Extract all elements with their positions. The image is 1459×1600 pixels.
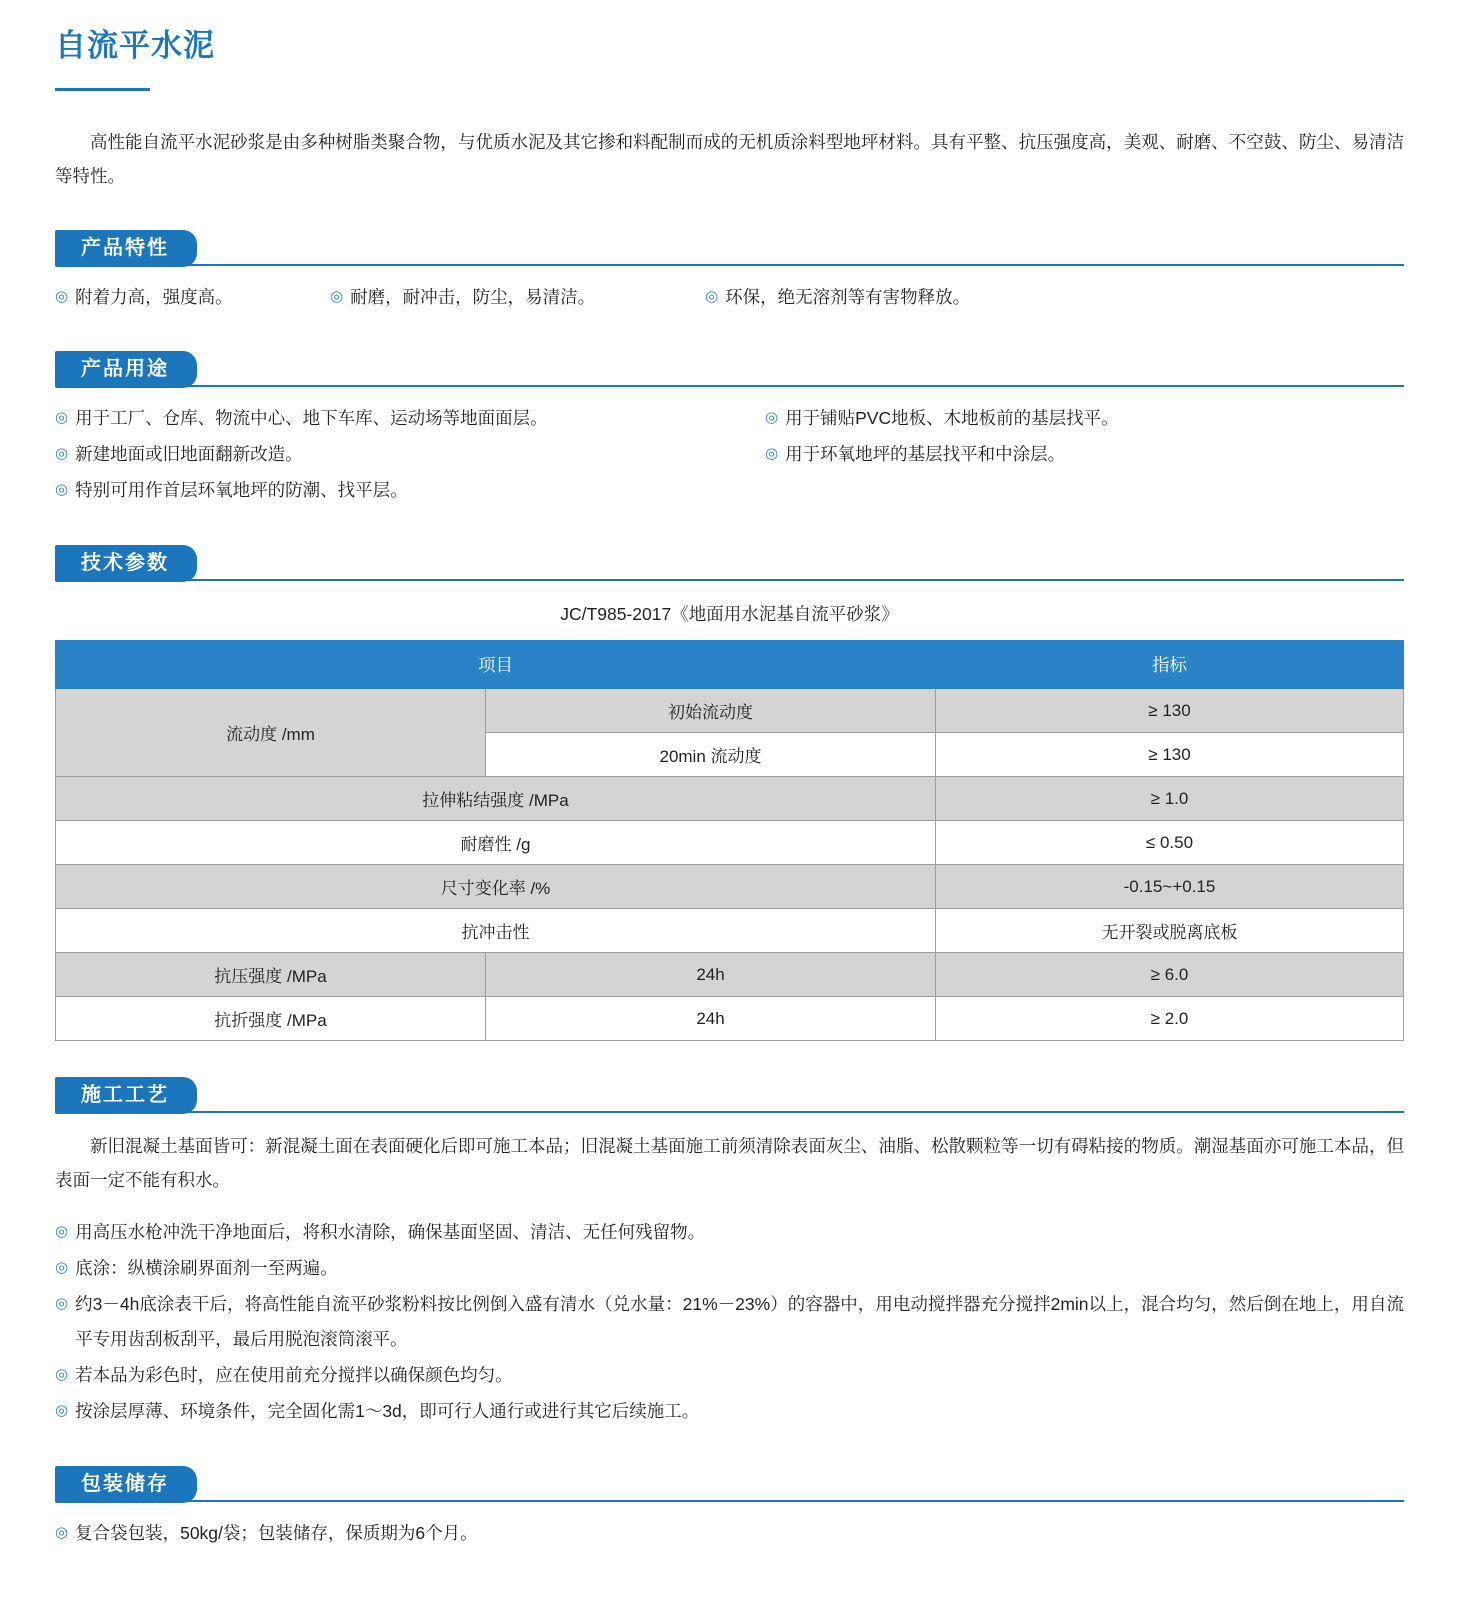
section-title-features: 产品特性 bbox=[55, 230, 197, 267]
list-item bbox=[55, 1516, 1404, 1552]
list-item bbox=[330, 280, 705, 316]
list-item-label: 附着力高，强度高。 bbox=[75, 286, 233, 307]
list-item bbox=[705, 280, 970, 316]
bullet-icon: ◎ bbox=[55, 409, 69, 427]
section-divider bbox=[55, 385, 1404, 387]
standard-reference: JC/T985-2017《地面用水泥基自流平砂浆》 bbox=[560, 604, 899, 625]
table-cell-index: 无开裂或脱离底板 bbox=[936, 909, 1404, 953]
list-item-label: 用高压水枪冲洗干净地面后，将积水清除，确保基面坚固、清洁、无任何残留物。 bbox=[75, 1221, 706, 1242]
features-list bbox=[55, 280, 1404, 316]
bullet-icon: ◎ bbox=[55, 1524, 69, 1542]
section-header-tech bbox=[55, 545, 1404, 581]
table-cell-sub: 初始流动度 bbox=[486, 689, 936, 733]
section-divider bbox=[55, 264, 1404, 266]
table-cell-index: ≤ 0.50 bbox=[936, 821, 1404, 865]
table-cell-index: ≥ 6.0 bbox=[936, 953, 1404, 997]
list-item-label: 耐磨，耐冲击，防尘，易清洁。 bbox=[350, 286, 596, 307]
title-underline bbox=[55, 88, 150, 91]
section-header-uses bbox=[55, 351, 1404, 387]
table-cell-item: 拉伸粘结强度 /MPa bbox=[56, 777, 936, 821]
bullet-icon: ◎ bbox=[55, 1258, 69, 1276]
list-item bbox=[55, 437, 765, 473]
section-title-process: 施工工艺 bbox=[55, 1077, 197, 1114]
table-row bbox=[56, 865, 1404, 909]
uses-column-left bbox=[55, 401, 765, 509]
table-cell-index: -0.15~+0.15 bbox=[936, 865, 1404, 909]
section-packaging bbox=[55, 1466, 1404, 1552]
list-item bbox=[55, 1394, 1404, 1430]
table-header-index: 指标 bbox=[936, 641, 1404, 689]
bullet-icon: ◎ bbox=[705, 287, 719, 305]
bullet-icon: ◎ bbox=[55, 1402, 69, 1420]
list-item bbox=[55, 1215, 1404, 1251]
list-item-label: 用于工厂、仓库、物流中心、地下车库、运动场等地面面层。 bbox=[75, 408, 548, 429]
section-divider bbox=[55, 579, 1404, 581]
uses-list bbox=[55, 401, 1404, 509]
table-cell-sub: 20min 流动度 bbox=[486, 733, 936, 777]
table-row bbox=[56, 909, 1404, 953]
list-item-label: 复合袋包装，50kg/袋；包装储存，保质期为6个月。 bbox=[75, 1523, 478, 1544]
list-item bbox=[765, 437, 1404, 473]
table-cell-item: 流动度 /mm bbox=[56, 689, 486, 777]
list-item-label: 用于环氧地坪的基层找平和中涂层。 bbox=[785, 444, 1066, 465]
table-row bbox=[56, 997, 1404, 1041]
table-row bbox=[56, 821, 1404, 865]
bullet-icon: ◎ bbox=[765, 409, 779, 427]
bullet-icon: ◎ bbox=[55, 481, 69, 499]
list-item-label: 按涂层厚薄、环境条件，完全固化需1～3d，即可行人通行或进行其它后续施工。 bbox=[75, 1401, 700, 1422]
bullet-icon: ◎ bbox=[55, 1294, 69, 1312]
process-paragraph: 新旧混凝土基面皆可：新混凝土面在表面硬化后即可施工本品；旧混凝土基面施工前须清除表面灰尘、油脂、松散颗粒等一切有碍粘接的物质。潮湿基面亦可施工本品，但表面一定不能有积水。 bbox=[55, 1136, 1404, 1191]
section-tech bbox=[55, 545, 1404, 1041]
bullet-icon: ◎ bbox=[55, 287, 69, 305]
table-cell-index: ≥ 130 bbox=[936, 733, 1404, 777]
table-row bbox=[56, 777, 1404, 821]
list-item-label: 底涂：纵横涂刷界面剂一至两遍。 bbox=[75, 1257, 338, 1278]
bullet-icon: ◎ bbox=[55, 1222, 69, 1240]
packaging-list bbox=[55, 1516, 1404, 1552]
bullet-icon: ◎ bbox=[330, 287, 344, 305]
section-header-process bbox=[55, 1077, 1404, 1113]
bullet-icon: ◎ bbox=[55, 445, 69, 463]
list-item bbox=[55, 473, 765, 509]
list-item-label: 环保，绝无溶剂等有害物释放。 bbox=[725, 286, 971, 307]
list-item-label: 特别可用作首层环氧地坪的防潮、找平层。 bbox=[75, 480, 408, 501]
table-cell-sub: 24h bbox=[486, 953, 936, 997]
table-row bbox=[56, 689, 1404, 733]
list-item-label: 约3－4h底涂表干后，将高性能自流平砂浆粉料按比例倒入盛有清水（兑水量：21%－23%）的容器中，用电动搅拌器充分搅拌2min以上，混合均匀，然后倒在地上，用自流平专用齿刮板刮平，最后用脱泡滚筒滚平。 bbox=[75, 1293, 1404, 1350]
section-divider bbox=[55, 1111, 1404, 1113]
list-item bbox=[55, 1251, 1404, 1287]
table-cell-item: 抗冲击性 bbox=[56, 909, 936, 953]
intro-paragraph: 高性能自流平水泥砂浆是由多种树脂类聚合物，与优质水泥及其它掺和料配制而成的无机质涂料型地坪材料。具有平整、抗压强度高，美观、耐磨、不空鼓、防尘、易清洁等特性。 bbox=[55, 132, 1404, 187]
section-title-tech: 技术参数 bbox=[55, 545, 197, 582]
section-process bbox=[55, 1077, 1404, 1430]
list-item bbox=[55, 1358, 1404, 1394]
table-cell-sub: 24h bbox=[486, 997, 936, 1041]
table-header-row bbox=[56, 641, 1404, 689]
table-cell-index: ≥ 1.0 bbox=[936, 777, 1404, 821]
list-item bbox=[55, 1287, 1404, 1359]
section-title-uses: 产品用途 bbox=[55, 351, 197, 388]
section-title-packaging: 包装储存 bbox=[55, 1466, 197, 1503]
list-item-label: 新建地面或旧地面翻新改造。 bbox=[75, 444, 303, 465]
list-item bbox=[55, 280, 330, 316]
page-title: 自流平水泥 bbox=[55, 28, 215, 63]
section-divider bbox=[55, 1500, 1404, 1502]
table-cell-item: 尺寸变化率 /% bbox=[56, 865, 936, 909]
uses-column-right bbox=[765, 401, 1404, 509]
section-features bbox=[55, 230, 1404, 316]
table-cell-item: 抗压强度 /MPa bbox=[56, 953, 486, 997]
section-header-features bbox=[55, 230, 1404, 266]
table-cell-index: ≥ 130 bbox=[936, 689, 1404, 733]
tech-params-table bbox=[55, 640, 1404, 1041]
section-header-packaging bbox=[55, 1466, 1404, 1502]
list-item-label: 若本品为彩色时，应在使用前充分搅拌以确保颜色均匀。 bbox=[75, 1365, 513, 1386]
list-item bbox=[55, 401, 765, 437]
bullet-icon: ◎ bbox=[55, 1366, 69, 1384]
table-row bbox=[56, 953, 1404, 997]
list-item bbox=[765, 401, 1404, 437]
table-cell-item: 耐磨性 /g bbox=[56, 821, 936, 865]
section-uses bbox=[55, 351, 1404, 509]
table-cell-index: ≥ 2.0 bbox=[936, 997, 1404, 1041]
table-header-item: 项目 bbox=[56, 641, 936, 689]
process-list bbox=[55, 1215, 1404, 1430]
list-item-label: 用于铺贴PVC地板、木地板前的基层找平。 bbox=[785, 408, 1119, 429]
bullet-icon: ◎ bbox=[765, 445, 779, 463]
table-cell-item: 抗折强度 /MPa bbox=[56, 997, 486, 1041]
